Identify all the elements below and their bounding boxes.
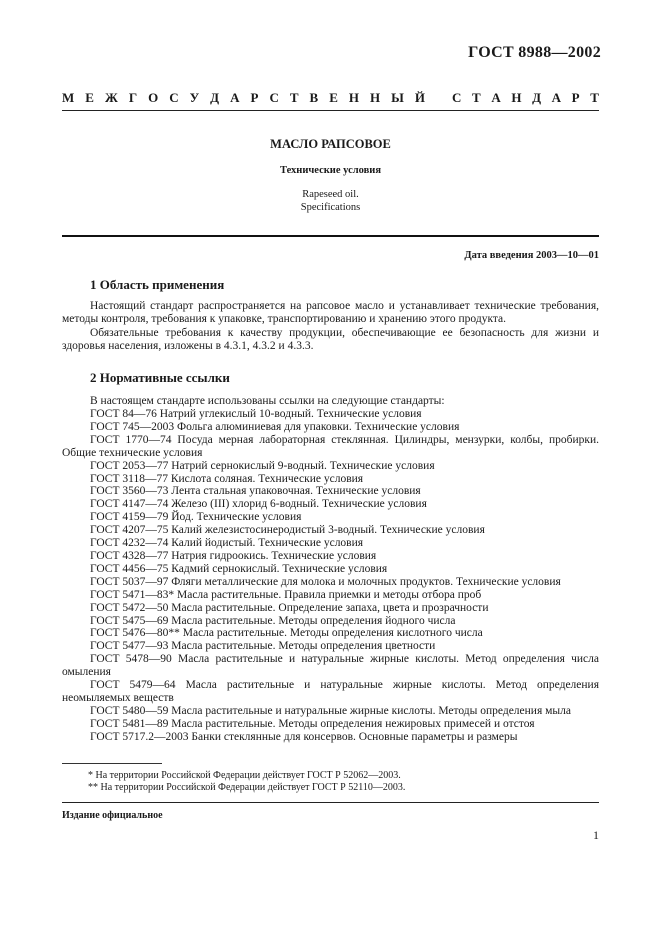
page-number: 1	[593, 828, 599, 842]
reference-item: ГОСТ 5037—97 Фляги металлические для молока и молочных продуктов. Технические условия	[90, 575, 561, 588]
reference-item: ГОСТ 84—76 Натрий углекислый 10-водный. Технические условия	[90, 408, 422, 420]
header-rule	[62, 110, 599, 111]
reference-item: ГОСТ 4207—75 Калий железистосинеродистый 3-водный. Технические условия	[90, 524, 485, 537]
title-rule	[62, 235, 599, 237]
section-1-paragraph: Настоящий стандарт распространяется на рапсовое масло и устанавливает технические требования, методы контроля, требования к упаковке, транспортированию и хранению этого продукта.	[62, 300, 599, 325]
document-code: ГОСТ 8988—2002	[468, 44, 601, 61]
footnote: ** На территории Российской Федерации действует ГОСТ Р 52110—2003.	[88, 782, 406, 793]
footnote-rule	[62, 763, 162, 764]
reference-item: ГОСТ 5477—93 Масла растительные. Методы определения цветности	[90, 640, 436, 653]
reference-item: ГОСТ 3560—73 Лента стальная упаковочная. Технические условия	[90, 485, 421, 498]
english-subtitle: Specifications	[300, 202, 361, 213]
reference-item: ГОСТ 4328—77 Натрия гидроокись. Технические условия	[90, 549, 377, 562]
reference-item: ГОСТ 5471—83* Масла растительные. Правила приемки и методы отбора проб	[90, 588, 482, 601]
normative-references-list	[62, 408, 599, 744]
reference-item: ГОСТ 2053—77 Натрий сернокислый 9-водный. Технические условия	[90, 459, 435, 472]
edition-label: Издание официальное	[62, 810, 163, 821]
reference-item: ГОСТ 4232—74 Калий йодистый. Технические условия	[90, 537, 364, 550]
reference-item: ГОСТ 5479—64 Масла растительные и натуральные жирные кислоты. Метод определения неомыляемых веществ	[62, 679, 599, 704]
reference-item: ГОСТ 5472—50 Масла растительные. Определение запаха, цвета и прозрачности	[90, 601, 489, 614]
section-1-heading: 1 Область применения	[90, 277, 225, 292]
reference-item: ГОСТ 5717.2—2003 Банки стеклянные для консервов. Основные параметры и размеры	[90, 730, 518, 743]
reference-item: ГОСТ 745—2003 Фольга алюминиевая для упаковки. Технические условия	[90, 420, 460, 433]
section-2-intro: В настоящем стандарте использованы ссылки на следующие стандарты:	[90, 395, 445, 407]
standard-word-interstate: М Е Ж Г О С У Д А Р С Т В Е Н Н Ы Й	[62, 90, 425, 105]
footnote: * На территории Российской Федерации действует ГОСТ Р 52062—2003.	[88, 770, 401, 781]
document-title: МАСЛО РАПСОВОЕ	[270, 137, 391, 151]
reference-item: ГОСТ 5481—89 Масла растительные. Методы определения нежировых примесей и отстоя	[90, 717, 535, 730]
reference-item: ГОСТ 5480—59 Масла растительные и натуральные жирные кислоты. Методы определения мыла	[90, 704, 571, 717]
english-title: Rapeseed oil.	[302, 189, 359, 200]
standard-word-standard: С Т А Н Д А Р Т	[452, 90, 599, 105]
reference-item: ГОСТ 5475—69 Масла растительные. Методы определения йодного числа	[90, 614, 456, 627]
standard-type-header	[62, 90, 599, 106]
reference-item: ГОСТ 1770—74 Посуда мерная лабораторная стеклянная. Цилиндры, мензурки, колбы, пробирки. Общие технические условия	[62, 433, 599, 459]
reference-item: ГОСТ 5476—80** Масла растительные. Методы определения кислотного числа	[90, 627, 483, 640]
section-1-paragraph: Обязательные требования к качеству продукции, обеспечивающие ее безопасность для жизни и здоровья населения, изложены в 4.3.1, 4.3.2 и 4.3.3.	[62, 327, 599, 352]
reference-item: ГОСТ 3118—77 Кислота соляная. Технические условия	[90, 472, 364, 485]
introduction-date: Дата введения 2003—10—01	[464, 250, 599, 261]
section-2-heading: 2 Нормативные ссылки	[90, 370, 230, 385]
reference-item: ГОСТ 4147—74 Железо (III) хлорид 6-водный. Технические условия	[90, 498, 427, 511]
reference-item: ГОСТ 4159—79 Йод. Технические условия	[90, 511, 302, 524]
document-subtitle: Технические условия	[279, 165, 382, 176]
footer-rule	[62, 802, 599, 803]
reference-item: ГОСТ 5478—90 Масла растительные и натуральные жирные кислоты. Метод определения числа омыления	[62, 653, 599, 679]
reference-item: ГОСТ 4456—75 Кадмий сернокислый. Технические условия	[90, 562, 388, 575]
